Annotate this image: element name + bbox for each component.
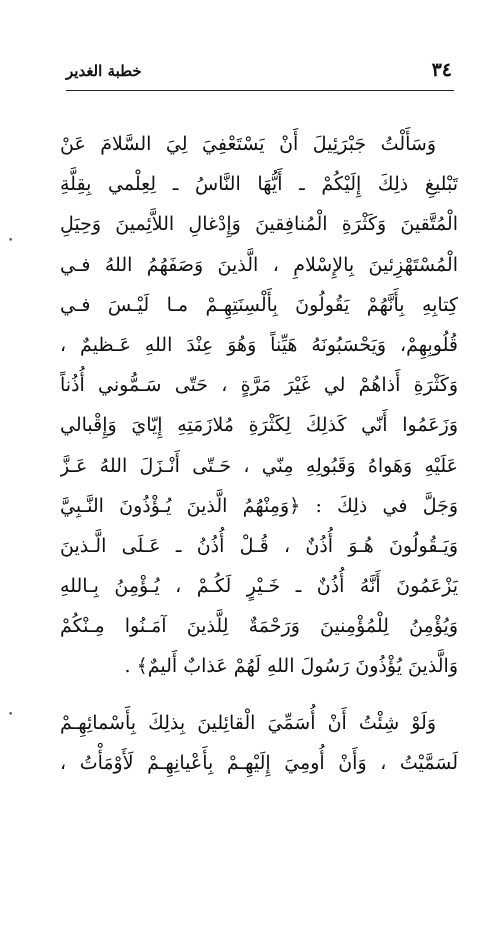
text-line: وَلَوْ شِئْتُ أَنْ أُسَمِّيَ الْقائِلينَ بِذلِكَ بِأَسْمائِهِـمْ xyxy=(60,711,436,734)
paragraph-spacer xyxy=(60,687,458,703)
text-line: لَسَمَّيْتُ ، وَأَنْ أُومِيَ إِلَيْهِـمْ بِأَعْيانِهِـمْ لَأَوْمَأْتُ ، xyxy=(60,751,458,774)
text-line: تَبْليغِ ذلِكَ إِلَيْكُمْ ـ أَيُّهَا النَّاسُ ـ لِعِلْمي بِقِلَّةِ xyxy=(60,173,458,196)
text-line: وَزَعَمُوا أَنّي كَذلِكَ لِكَثْرَةِ مُلازَمَتِهِ إِيّايَ وَإِقْبالي xyxy=(60,414,458,437)
text-line: كِتابِهِ بِأَنَّهُمْ يَقُولُونَ بِأَلْسِنَتِهِـمْ مـا لَيْـسَ فـي xyxy=(60,293,458,316)
text-line: وَيَـقُولُونَ هُـوَ أُذُنٌ ، قُـلْ أُذُنُ ـ عَـلَى الَّـذينَ xyxy=(60,534,458,557)
text-line: عَلَيْهِ وَهَواهُ وَقَبُولِهِ مِنّي ، حَـتّى أَنْـزَلَ اللهُ عَـزَّ xyxy=(60,454,458,477)
text-line: وَسَأَلْتُ جَبْرَئِيلَ أَنْ يَسْتَعْفِيَ لِيَ السَّلامَ عَنْ xyxy=(60,133,436,155)
page-header xyxy=(66,59,452,86)
text-line: قُلُوبِهِمْ، وَيَحْسَبُونَهُ هَيِّناً وَهُوَ عِنْدَ اللهِ عَـظيمٌ ، xyxy=(60,333,458,356)
running-title: خطبة الغدير xyxy=(66,62,142,80)
header-divider xyxy=(66,90,454,91)
paragraph-2 xyxy=(60,703,458,783)
page-number: ٣٤ xyxy=(431,59,452,81)
paragraph-1 xyxy=(60,124,458,687)
text-line: وَيُؤْمِنُ لِلْمُؤْمِنينَ وَرَحْمَةٌ لِلَّذينَ آمَـنُوا مِـنْكُمْ xyxy=(60,615,458,638)
text-line: يَزْعَمُونَ أَنَّهُ أُذُنٌ ـ خَـيْرٍ لَكُـمْ ، يُـؤْمِنُ بِـاللهِ xyxy=(60,575,458,598)
text-line: وَكَثْرَةِ أَذاهُمْ لي غَيْرَ مَرَّةٍ ، حَتّى سَـمُّوني أُذُناً xyxy=(60,374,458,397)
scan-margin-mark: • xyxy=(8,710,14,720)
body-text xyxy=(60,124,458,783)
scan-margin-mark: • xyxy=(8,236,14,246)
text-line: الْمُتَّقينَ وَكَثْرَةِ الْمُنافِقينَ وَإِدْغالِ اللاَّئِمينَ وَحِيَلِ xyxy=(60,213,458,236)
text-line: وَالَّذينَ يُؤْذُونَ رَسُولَ اللهِ لَهُمْ عَذابٌ أَليمٌ﴾ . xyxy=(124,655,458,678)
text-line: وَجَلَّ في ذلِكَ : ﴿وَمِنْهُمُ الَّذينَ يُـؤْذُونَ النَّـبِيَّ xyxy=(60,494,458,517)
text-line: الْمُسْتَهْزِئينَ بِالإِسْلامِ ، الَّذينَ وَصَفَهُمُ اللهُ فـي xyxy=(60,253,458,276)
